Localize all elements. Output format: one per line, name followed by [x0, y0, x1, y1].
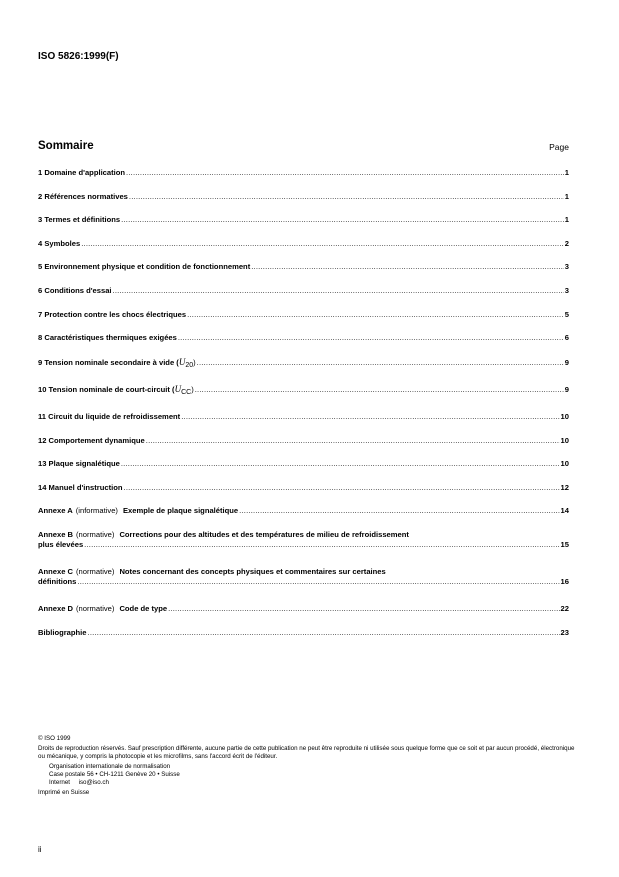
annex-title[interactable]: Exemple de plaque signalétique — [122, 506, 239, 516]
dot-leader — [168, 604, 559, 614]
toc-entry[interactable] — [38, 412, 569, 422]
toc-annex-entry[interactable] — [38, 506, 569, 516]
organisation: Organisation internationale de normalisation — [49, 763, 171, 770]
toc-entry[interactable] — [38, 239, 569, 249]
dot-leader — [197, 358, 564, 368]
toc-entry-title[interactable]: 6 Conditions d'essai — [38, 285, 112, 295]
toc-entry[interactable] — [38, 483, 569, 493]
annex-label[interactable]: Annexe B — [38, 529, 74, 539]
dot-leader — [81, 239, 564, 249]
toc-page-number[interactable]: 1 — [564, 168, 569, 177]
symbol-letter: U — [178, 356, 186, 367]
close-paren: ) — [193, 357, 196, 367]
toc-page-number[interactable]: 3 — [564, 285, 569, 295]
symbol-subscript: CC — [181, 389, 192, 397]
toc-page-number[interactable]: 14 — [560, 506, 569, 516]
close-paren: ) — [191, 385, 194, 395]
symbol — [179, 357, 193, 371]
toc-entry-title[interactable]: 5 Environnement physique et condition de fonctionnement — [38, 262, 251, 272]
bibliography-title[interactable]: Bibliographie — [38, 627, 87, 637]
toc-annex-entry[interactable] — [38, 567, 569, 587]
toc-page-number[interactable]: 9 — [564, 385, 569, 395]
toc-entry[interactable] — [38, 215, 569, 225]
toc-entry-title[interactable]: 4 Symboles — [38, 238, 81, 248]
toc-page-number[interactable]: 10 — [560, 411, 569, 421]
dot-leader — [77, 577, 559, 587]
toc-entry[interactable] — [38, 262, 569, 272]
copyright-line: © ISO 1999 — [38, 735, 71, 742]
dot-leader — [146, 436, 560, 446]
toc-entry[interactable] — [38, 357, 569, 371]
annex-label[interactable]: Annexe C — [38, 566, 74, 576]
toc-page-number[interactable]: 5 — [564, 309, 569, 319]
dot-leader — [121, 215, 564, 225]
annex-title[interactable]: Code de type — [119, 603, 168, 613]
document-header: ISO 5826:1999(F) — [38, 51, 119, 62]
toc-annex-entry[interactable] — [38, 530, 569, 550]
dot-leader — [124, 483, 560, 493]
annex-type: (informative) — [75, 506, 118, 516]
toc-entry-title[interactable]: 11 Circuit du liquide de refroidissement — [38, 411, 181, 421]
toc-page-number[interactable]: 1 — [564, 191, 569, 201]
toc-entry[interactable] — [38, 168, 569, 178]
toc-page-number[interactable]: 10 — [560, 459, 569, 469]
annex-title[interactable]: Corrections pour des altitudes et des températures de milieu de refroidissement — [119, 529, 409, 539]
dot-leader — [113, 286, 564, 296]
dot-leader — [84, 540, 559, 550]
toc-entry[interactable] — [38, 286, 569, 296]
annex-title-continued[interactable]: définitions — [38, 576, 77, 586]
toc-entry-title[interactable]: 8 Caractéristiques thermiques exigées — [38, 333, 177, 343]
dot-leader — [239, 506, 559, 516]
dot-leader — [121, 459, 560, 469]
toc-entry[interactable] — [38, 310, 569, 320]
toc-entry-title[interactable]: 7 Protection contre les chocs électriques — [38, 309, 187, 319]
internet-contact: Internet iso@iso.ch — [49, 779, 109, 786]
rights-text: Droits de reproduction réservés. Sauf prescription différente, aucune partie de cette publication ne peut être reproduite ni utilisée sous quelque forme que ce soit et par aucun procédé, électronique ou mécanique, y compris la photocopie et les microfilms, sans l'accord écrit de l'éditeur. — [38, 745, 575, 760]
dot-leader — [129, 192, 564, 202]
dot-leader — [195, 385, 564, 395]
dot-leader — [187, 310, 564, 320]
toc-entry-title[interactable]: 9 Tension nominale secondaire à vide ( — [38, 357, 179, 367]
toc-entry-title[interactable]: 13 Plaque signalétique — [38, 459, 120, 469]
annex-label[interactable]: Annexe A — [38, 506, 73, 516]
annex-type: (normative) — [76, 603, 115, 613]
dot-leader — [181, 412, 559, 422]
printed-in: Imprimé en Suisse — [38, 789, 90, 796]
dot-leader — [178, 333, 564, 343]
annex-title-continued[interactable]: plus élevées — [38, 539, 84, 549]
page-column-label: Page — [549, 142, 569, 152]
toc-entry-title[interactable]: 1 Domaine d'application — [38, 168, 126, 177]
dot-leader — [126, 168, 564, 178]
toc-page-number[interactable]: 1 — [564, 215, 569, 225]
toc-page-number[interactable]: 3 — [564, 262, 569, 272]
toc-page-number[interactable]: 12 — [560, 482, 569, 492]
toc-entry-title[interactable]: 2 Références normatives — [38, 191, 128, 201]
page-number: ii — [38, 845, 42, 854]
toc-page-number[interactable]: 2 — [564, 238, 569, 248]
toc-entry-title[interactable]: 14 Manuel d'instruction — [38, 482, 123, 492]
toc-page-number[interactable]: 22 — [560, 603, 569, 613]
toc-entry[interactable] — [38, 384, 569, 398]
symbol-subscript: 20 — [185, 361, 194, 369]
toc-annex-entry[interactable] — [38, 604, 569, 614]
copyright-footer — [38, 735, 578, 797]
toc-page-number[interactable]: 6 — [564, 333, 569, 343]
dot-leader — [251, 262, 564, 272]
toc-entry[interactable] — [38, 192, 569, 202]
toc-page-number[interactable]: 10 — [560, 435, 569, 445]
toc-entry-title[interactable]: 12 Comportement dynamique — [38, 435, 145, 445]
toc-entry-title[interactable]: 3 Termes et définitions — [38, 215, 121, 225]
annex-label[interactable]: Annexe D — [38, 603, 74, 613]
toc-entry[interactable] — [38, 436, 569, 446]
table-of-contents — [38, 168, 569, 651]
toc-entry[interactable] — [38, 459, 569, 469]
toc-bibliography[interactable] — [38, 628, 569, 638]
toc-entry-title[interactable]: 10 Tension nominale de court-circuit ( — [38, 385, 175, 395]
annex-type: (normative) — [76, 566, 115, 576]
symbol — [175, 384, 192, 398]
toc-page-number[interactable]: 23 — [560, 627, 569, 637]
toc-title: Sommaire — [38, 140, 94, 152]
dot-leader — [88, 628, 560, 638]
toc-page-number[interactable]: 15 — [560, 539, 569, 549]
toc-page-number[interactable]: 16 — [560, 576, 569, 586]
annex-type: (normative) — [76, 529, 115, 539]
symbol-letter: U — [174, 384, 182, 395]
address: Case postale 56 • CH-1211 Genève 20 • Suisse — [49, 771, 180, 778]
toc-entry[interactable] — [38, 333, 569, 343]
toc-page-number[interactable]: 9 — [564, 357, 569, 367]
annex-title[interactable]: Notes concernant des concepts physiques et commentaires sur certaines — [119, 566, 386, 576]
